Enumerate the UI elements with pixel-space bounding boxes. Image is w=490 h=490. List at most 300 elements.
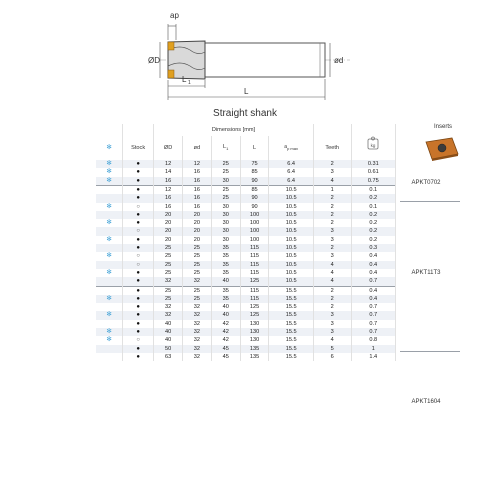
mark-cell <box>96 211 123 219</box>
stock-available-icon: ● <box>136 211 140 218</box>
L1-cell: 35 <box>211 261 240 269</box>
weight-cell: 0.7 <box>351 311 395 319</box>
stock-cell <box>123 194 154 202</box>
L-cell: 115 <box>240 269 269 277</box>
L1-cell: 35 <box>211 244 240 252</box>
d-cell: 25 <box>182 252 211 260</box>
table-row <box>96 345 396 353</box>
header-weight-spacer <box>351 124 395 136</box>
snowflake-icon: ✻ <box>106 268 112 276</box>
insert-divider-2 <box>400 351 460 352</box>
stock-cell <box>123 186 154 195</box>
L-cell: 125 <box>240 311 269 319</box>
header-teeth-spacer <box>313 124 351 136</box>
teeth-cell: 4 <box>313 269 351 277</box>
stock-available-icon: ● <box>136 312 140 319</box>
L1-cell: 45 <box>211 345 240 353</box>
ap-cell: 15.5 <box>269 311 313 319</box>
stock-cell <box>123 303 154 311</box>
stock-available-icon: ● <box>136 177 140 184</box>
d-cell: 32 <box>182 277 211 286</box>
d-cell: 25 <box>182 261 211 269</box>
teeth-cell: 3 <box>313 236 351 244</box>
table-row <box>96 244 396 252</box>
d-cell: 32 <box>182 320 211 328</box>
mark-cell <box>96 177 123 186</box>
ap-cell: 10.5 <box>269 252 313 260</box>
stock-available-icon: ● <box>136 236 140 243</box>
L-cell: 125 <box>240 277 269 286</box>
stock-cell <box>123 336 154 344</box>
D-cell: 25 <box>154 244 183 252</box>
stock-available-icon: ● <box>136 287 140 294</box>
svg-text:kg: kg <box>370 143 376 149</box>
stock-cell <box>123 227 154 235</box>
ap-cell: 10.5 <box>269 236 313 244</box>
table-row <box>96 219 396 227</box>
weight-cell: 0.1 <box>351 186 395 195</box>
L-cell: 100 <box>240 211 269 219</box>
snowflake-icon: ✻ <box>106 219 112 227</box>
mark-cell <box>96 345 123 353</box>
d-cell: 16 <box>182 186 211 195</box>
table-row <box>96 277 396 286</box>
teeth-cell: 3 <box>313 311 351 319</box>
stock-available-icon: ● <box>136 278 140 285</box>
table-row <box>96 203 396 211</box>
stock-available-icon: ● <box>136 195 140 202</box>
snowflake-icon: ✻ <box>106 202 112 210</box>
L1-cell: 40 <box>211 311 240 319</box>
table-row <box>96 194 396 202</box>
L1-cell: 40 <box>211 277 240 286</box>
D-cell: 16 <box>154 177 183 186</box>
L-cell: 135 <box>240 345 269 353</box>
table-row <box>96 269 396 277</box>
d-cell: 25 <box>182 244 211 252</box>
D-cell: 32 <box>154 303 183 311</box>
table-row <box>96 236 396 244</box>
cutting-insert-bottom <box>168 70 174 78</box>
L1-cell: 25 <box>211 168 240 176</box>
mark-cell <box>96 269 123 277</box>
stock-cell <box>123 269 154 277</box>
ap-cell: 10.5 <box>269 244 313 252</box>
stock-available-icon: ● <box>136 187 140 193</box>
ap-cell: 10.5 <box>269 203 313 211</box>
stock-cell <box>123 203 154 211</box>
table-row <box>96 177 396 186</box>
header-col-L1: $L_1$ <box>211 136 240 160</box>
stock-cell <box>123 236 154 244</box>
stock-on-request-icon: ○ <box>136 228 140 235</box>
teeth-cell: 3 <box>313 328 351 336</box>
ap-cell: 15.5 <box>269 345 313 353</box>
ap-cell: 15.5 <box>269 336 313 344</box>
ap-cell: 10.5 <box>269 261 313 269</box>
weight-cell: 0.7 <box>351 303 395 311</box>
stock-on-request-icon: ○ <box>136 203 140 210</box>
L-cell: 115 <box>240 244 269 252</box>
weight-cell: 0.4 <box>351 286 395 295</box>
ap-cell: 10.5 <box>269 219 313 227</box>
stock-available-icon: ● <box>136 329 140 336</box>
mark-cell <box>96 353 123 361</box>
stock-cell <box>123 261 154 269</box>
weight-cell: 0.2 <box>351 236 395 244</box>
mark-cell <box>96 261 123 269</box>
D-cell: 20 <box>154 219 183 227</box>
snowflake-icon: ✻ <box>106 235 112 243</box>
ap-cell: 6.4 <box>269 177 313 186</box>
stock-available-icon: ● <box>136 269 140 276</box>
L-cell: 130 <box>240 328 269 336</box>
L-cell: 135 <box>240 353 269 361</box>
L1-cell: 30 <box>211 219 240 227</box>
L1-cell: 25 <box>211 160 240 168</box>
insert-label-1: APKT0702 <box>411 180 441 186</box>
snowflake-icon: ✻ <box>106 294 112 302</box>
L-cell: 100 <box>240 227 269 235</box>
d-cell: 32 <box>182 353 211 361</box>
table-row <box>96 311 396 319</box>
mark-cell <box>96 286 123 295</box>
weight-cell: 0.31 <box>351 160 395 168</box>
L-cell: 90 <box>240 194 269 202</box>
mark-cell <box>96 227 123 235</box>
d-cell: 16 <box>182 203 211 211</box>
table-row <box>96 320 396 328</box>
L1-cell: 40 <box>211 303 240 311</box>
mark-cell <box>96 194 123 202</box>
stock-available-icon: ● <box>136 245 140 252</box>
d-cell: 32 <box>182 345 211 353</box>
L1-cell: 45 <box>211 353 240 361</box>
ap-cell: 6.4 <box>269 168 313 176</box>
header-inserts: Inserts <box>433 124 452 130</box>
header-col-d: ød <box>182 136 211 160</box>
d-cell: 16 <box>182 194 211 202</box>
weight-cell: 1.4 <box>351 353 395 361</box>
weight-cell: 1 <box>351 345 395 353</box>
table-row <box>96 295 396 303</box>
teeth-cell: 3 <box>313 227 351 235</box>
header-col-L: L <box>240 136 269 160</box>
stock-cell <box>123 219 154 227</box>
d-cell: 32 <box>182 311 211 319</box>
teeth-cell: 6 <box>313 353 351 361</box>
insert-label-2: APKT11T3 <box>411 270 441 276</box>
weight-cell: 0.2 <box>351 194 395 202</box>
D-cell: 12 <box>154 186 183 195</box>
stock-cell <box>123 160 154 168</box>
ap-cell: 15.5 <box>269 286 313 295</box>
table-row <box>96 328 396 336</box>
L1-cell: 35 <box>211 252 240 260</box>
teeth-cell: 2 <box>313 295 351 303</box>
D-label: ØD <box>148 56 160 65</box>
teeth-cell: 2 <box>313 211 351 219</box>
snowflake-icon: ✻ <box>106 311 112 319</box>
mark-cell <box>96 320 123 328</box>
L-cell: 90 <box>240 177 269 186</box>
mark-cell <box>96 295 123 303</box>
teeth-cell: 2 <box>313 303 351 311</box>
stock-cell <box>123 286 154 295</box>
L-cell: 75 <box>240 160 269 168</box>
table-row <box>96 211 396 219</box>
D-cell: 25 <box>154 261 183 269</box>
D-cell: 50 <box>154 345 183 353</box>
stock-cell <box>123 328 154 336</box>
table-row <box>96 261 396 269</box>
insert-image <box>422 136 462 162</box>
d-cell: 20 <box>182 227 211 235</box>
header-dimensions: Dimensions [mm] <box>154 124 314 136</box>
ap-label: ap <box>170 11 179 20</box>
L1-sub-label: 1 <box>188 80 191 86</box>
weight-cell: 0.4 <box>351 269 395 277</box>
snowflake-icon: ✻ <box>106 168 112 176</box>
header-teeth: Teeth <box>313 136 351 160</box>
stock-cell <box>123 320 154 328</box>
mark-cell <box>96 311 123 319</box>
d-cell: 16 <box>182 168 211 176</box>
d-cell: 32 <box>182 303 211 311</box>
stock-available-icon: ● <box>136 304 140 311</box>
stock-cell <box>123 353 154 361</box>
ap-cell: 15.5 <box>269 353 313 361</box>
stock-available-icon: ● <box>136 295 140 302</box>
snowflake-icon: ✻ <box>106 328 112 336</box>
weight-icon <box>351 136 395 160</box>
ap-cell: 15.5 <box>269 303 313 311</box>
L-cell: 115 <box>240 261 269 269</box>
d-cell: 25 <box>182 295 211 303</box>
table-row <box>96 336 396 344</box>
weight-cell: 0.4 <box>351 252 395 260</box>
ap-cell: 10.5 <box>269 186 313 195</box>
table-row <box>96 286 396 295</box>
teeth-cell: 2 <box>313 203 351 211</box>
teeth-cell: 4 <box>313 277 351 286</box>
teeth-cell: 3 <box>313 320 351 328</box>
D-cell: 32 <box>154 277 183 286</box>
table-row <box>96 227 396 235</box>
header-col-D: ØD <box>154 136 183 160</box>
weight-cell: 0.1 <box>351 203 395 211</box>
tool-drawing <box>0 0 490 110</box>
ap-cell: 15.5 <box>269 295 313 303</box>
D-cell: 20 <box>154 227 183 235</box>
L1-cell: 30 <box>211 211 240 219</box>
insert-label-3: APKT1604 <box>411 399 441 405</box>
L1-cell: 25 <box>211 186 240 195</box>
snowflake-icon: ✻ <box>106 176 112 184</box>
teeth-cell: 2 <box>313 194 351 202</box>
stock-cell <box>123 345 154 353</box>
d-cell: 25 <box>182 286 211 295</box>
ap-cell: 10.5 <box>269 211 313 219</box>
weight-cell: 0.75 <box>351 177 395 186</box>
teeth-cell: 4 <box>313 261 351 269</box>
table-row <box>96 252 396 260</box>
header-snowflake-icon: ✻ <box>96 136 123 160</box>
stock-on-request-icon: ○ <box>136 253 140 260</box>
ap-cell: 15.5 <box>269 320 313 328</box>
D-cell: 25 <box>154 286 183 295</box>
L1-cell: 30 <box>211 203 240 211</box>
table-row <box>96 303 396 311</box>
weight-cell: 0.4 <box>351 295 395 303</box>
L1-cell: 35 <box>211 269 240 277</box>
D-cell: 63 <box>154 353 183 361</box>
stock-cell <box>123 311 154 319</box>
teeth-cell: 5 <box>313 345 351 353</box>
weight-cell: 0.8 <box>351 336 395 344</box>
L1-cell: 30 <box>211 227 240 235</box>
teeth-cell: 4 <box>313 336 351 344</box>
mark-cell <box>96 277 123 286</box>
ap-cell: 10.5 <box>269 269 313 277</box>
mark-cell <box>96 203 123 211</box>
teeth-cell: 3 <box>313 252 351 260</box>
D-cell: 25 <box>154 252 183 260</box>
L1-cell: 25 <box>211 194 240 202</box>
D-cell: 20 <box>154 236 183 244</box>
ap-cell: 10.5 <box>269 194 313 202</box>
L-cell: 130 <box>240 336 269 344</box>
L1-cell: 35 <box>211 286 240 295</box>
stock-cell <box>123 244 154 252</box>
weight-cell: 0.2 <box>351 227 395 235</box>
stock-cell <box>123 295 154 303</box>
weight-cell: 0.7 <box>351 277 395 286</box>
ap-cell: 10.5 <box>269 227 313 235</box>
L-cell: 100 <box>240 219 269 227</box>
L-cell: 115 <box>240 286 269 295</box>
insert-divider-1 <box>400 201 460 202</box>
mark-cell <box>96 236 123 244</box>
header-stock-spacer <box>123 124 154 136</box>
snowflake-icon: ✻ <box>106 336 112 344</box>
L1-label: L <box>182 75 187 84</box>
d-cell: 12 <box>182 160 211 168</box>
D-cell: 16 <box>154 203 183 211</box>
d-cell: 16 <box>182 177 211 186</box>
weight-cell: 0.7 <box>351 328 395 336</box>
cutting-insert-top <box>168 42 174 50</box>
D-cell: 40 <box>154 320 183 328</box>
L-label: L <box>244 87 249 96</box>
table-row <box>96 168 396 176</box>
stock-cell <box>123 177 154 186</box>
L-cell: 115 <box>240 295 269 303</box>
L-cell: 115 <box>240 252 269 260</box>
d-cell: 20 <box>182 236 211 244</box>
stock-available-icon: ● <box>136 320 140 327</box>
teeth-cell: 2 <box>313 286 351 295</box>
stock-cell <box>123 168 154 176</box>
D-cell: 40 <box>154 336 183 344</box>
L1-cell: 30 <box>211 236 240 244</box>
stock-on-request-icon: ○ <box>136 261 140 268</box>
D-cell: 32 <box>154 311 183 319</box>
D-cell: 20 <box>154 211 183 219</box>
teeth-cell: 2 <box>313 244 351 252</box>
L-cell: 125 <box>240 303 269 311</box>
teeth-cell: 1 <box>313 186 351 195</box>
section-title: Straight shank <box>213 108 277 119</box>
d-cell: 32 <box>182 328 211 336</box>
weight-cell: 0.2 <box>351 219 395 227</box>
ap-cell: 10.5 <box>269 277 313 286</box>
L-cell: 100 <box>240 236 269 244</box>
mark-cell <box>96 219 123 227</box>
header-blank <box>96 124 123 136</box>
stock-available-icon: ● <box>136 169 140 176</box>
teeth-cell: 2 <box>313 219 351 227</box>
stock-cell <box>123 252 154 260</box>
table-row <box>96 160 396 168</box>
D-cell: 25 <box>154 269 183 277</box>
weight-cell: 0.4 <box>351 261 395 269</box>
table-row <box>96 186 396 195</box>
L-cell: 130 <box>240 320 269 328</box>
stock-cell <box>123 277 154 286</box>
table-row <box>96 353 396 361</box>
mark-cell <box>96 168 123 176</box>
stock-available-icon: ● <box>136 353 140 360</box>
d-cell: 20 <box>182 219 211 227</box>
mark-cell <box>96 252 123 260</box>
weight-cell: 0.2 <box>351 211 395 219</box>
L1-cell: 30 <box>211 177 240 186</box>
L1-cell: 42 <box>211 320 240 328</box>
teeth-cell: 3 <box>313 168 351 176</box>
d-label: ød <box>334 56 344 65</box>
ap-cell: 6.4 <box>269 160 313 168</box>
ap-cell: 15.5 <box>269 328 313 336</box>
header-stock: Stock <box>123 136 154 160</box>
D-cell: 40 <box>154 328 183 336</box>
d-cell: 32 <box>182 336 211 344</box>
snowflake-icon: ✻ <box>106 252 112 260</box>
d-cell: 20 <box>182 211 211 219</box>
D-cell: 12 <box>154 160 183 168</box>
stock-available-icon: ● <box>136 161 140 168</box>
L-cell: 85 <box>240 186 269 195</box>
D-cell: 14 <box>154 168 183 176</box>
teeth-cell: 4 <box>313 177 351 186</box>
header-col-ap: $a_{p max}$ <box>269 136 313 160</box>
stock-on-request-icon: ○ <box>136 337 140 344</box>
stock-available-icon: ● <box>136 345 140 352</box>
stock-available-icon: ● <box>136 220 140 227</box>
L1-cell: 35 <box>211 295 240 303</box>
weight-cell: 0.7 <box>351 320 395 328</box>
d-cell: 25 <box>182 269 211 277</box>
snowflake-icon: ✻ <box>106 160 112 168</box>
L-cell: 85 <box>240 168 269 176</box>
stock-cell <box>123 211 154 219</box>
L1-cell: 42 <box>211 328 240 336</box>
L1-cell: 42 <box>211 336 240 344</box>
weight-cell: 0.61 <box>351 168 395 176</box>
D-cell: 25 <box>154 295 183 303</box>
mark-cell <box>96 336 123 344</box>
teeth-cell: 2 <box>313 160 351 168</box>
